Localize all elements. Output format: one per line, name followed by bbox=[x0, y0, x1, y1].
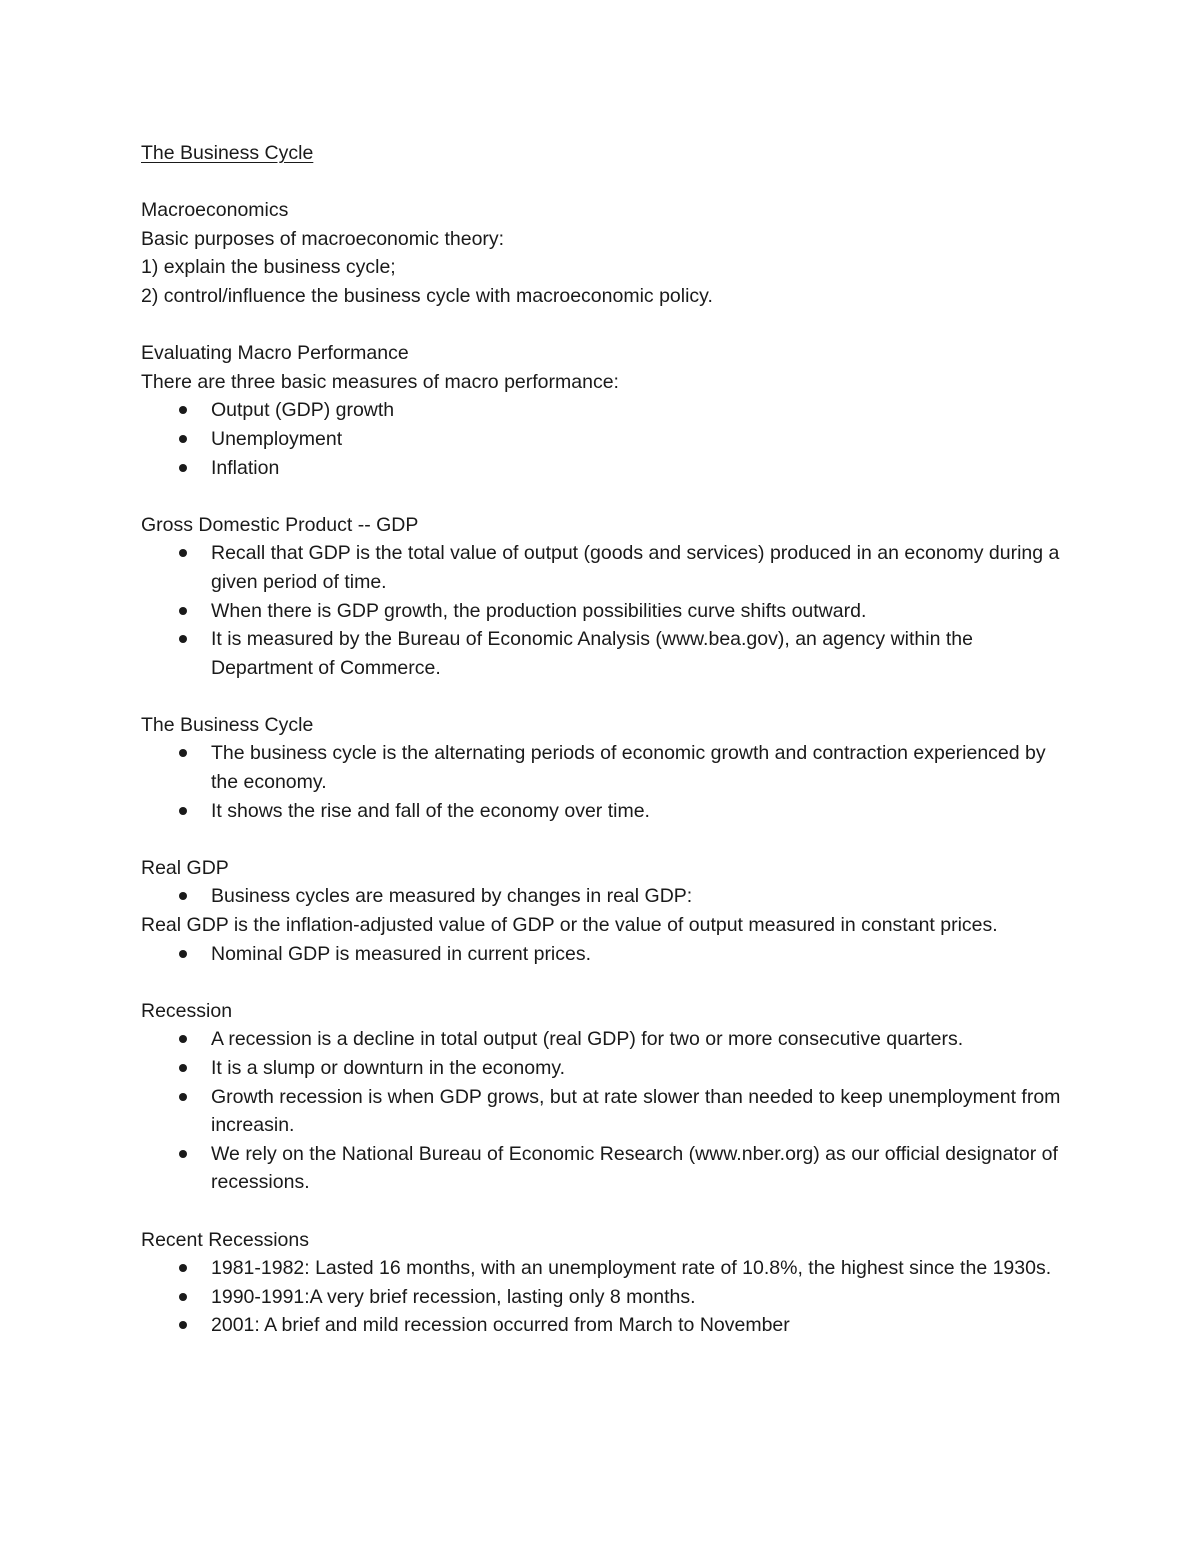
section-heading: Gross Domestic Product -- GDP bbox=[141, 513, 419, 536]
list-item: 1981-1982: Lasted 16 months, with an unemployment rate of 10.8%, the highest since the 1930s. bbox=[141, 1254, 1071, 1283]
spacer bbox=[141, 482, 1071, 511]
spacer bbox=[141, 168, 1071, 197]
list-item: We rely on the National Bureau of Economic Research (www.nber.org) as our official designator of recessions. bbox=[141, 1140, 1071, 1197]
list-item: It is a slump or downturn in the economy. bbox=[141, 1054, 1071, 1083]
spacer bbox=[141, 825, 1071, 854]
bullet-list bbox=[141, 1254, 1071, 1340]
section-heading: Recent Recessions bbox=[141, 1228, 309, 1251]
page-title: The Business Cycle bbox=[141, 142, 314, 164]
numbered-item: 1) explain the business cycle; bbox=[141, 256, 396, 279]
section-business-cycle bbox=[141, 711, 1071, 825]
section-heading: The Business Cycle bbox=[141, 713, 314, 736]
list-item: The business cycle is the alternating periods of economic growth and contraction experienced by the economy. bbox=[141, 739, 1071, 796]
section-macroeconomics bbox=[141, 196, 1071, 310]
list-item: Nominal GDP is measured in current prices. bbox=[141, 940, 1071, 969]
list-item: Business cycles are measured by changes in real GDP: bbox=[141, 882, 1071, 911]
section-heading: Real GDP bbox=[141, 856, 229, 879]
list-item: Growth recession is when GDP grows, but at rate slower than needed to keep unemployment from increasin. bbox=[141, 1083, 1071, 1140]
section-intro: There are three basic measures of macro performance: bbox=[141, 370, 619, 393]
bullet-list bbox=[141, 739, 1071, 825]
numbered-item: 2) control/influence the business cycle with macroeconomic policy. bbox=[141, 284, 713, 307]
list-item: 2001: A brief and mild recession occurred from March to November bbox=[141, 1311, 1071, 1340]
list-item: Unemployment bbox=[141, 425, 1071, 454]
list-item: When there is GDP growth, the production possibilities curve shifts outward. bbox=[141, 597, 1071, 626]
section-heading: Recession bbox=[141, 999, 233, 1022]
section-evaluating bbox=[141, 339, 1071, 482]
bullet-list bbox=[141, 1025, 1071, 1197]
spacer bbox=[141, 311, 1071, 340]
list-item: Recall that GDP is the total value of output (goods and services) produced in an economy during a given period of time. bbox=[141, 539, 1071, 596]
spacer bbox=[141, 1197, 1071, 1226]
list-item: Output (GDP) growth bbox=[141, 396, 1071, 425]
list-item: 1990-1991:A very brief recession, lasting only 8 months. bbox=[141, 1283, 1071, 1312]
spacer bbox=[141, 682, 1071, 711]
bullet-list bbox=[141, 539, 1071, 682]
bullet-list bbox=[141, 882, 1071, 911]
document-page bbox=[141, 139, 1071, 1340]
list-item: It is measured by the Bureau of Economic Analysis (www.bea.gov), an agency within the Department of Commerce. bbox=[141, 625, 1071, 682]
section-heading: Macroeconomics bbox=[141, 199, 289, 222]
section-intro: Basic purposes of macroeconomic theory: bbox=[141, 227, 505, 250]
bullet-list bbox=[141, 396, 1071, 482]
paragraph: Real GDP is the inflation-adjusted value of GDP or the value of output measured in constant prices. bbox=[141, 914, 998, 937]
list-item: A recession is a decline in total output (real GDP) for two or more consecutive quarters. bbox=[141, 1025, 1071, 1054]
section-recession bbox=[141, 997, 1071, 1197]
section-real-gdp bbox=[141, 854, 1071, 968]
section-heading: Evaluating Macro Performance bbox=[141, 342, 409, 365]
list-item: It shows the rise and fall of the economy over time. bbox=[141, 797, 1071, 826]
spacer bbox=[141, 968, 1071, 997]
section-recent-recessions bbox=[141, 1226, 1071, 1340]
bullet-list bbox=[141, 940, 1071, 969]
list-item: Inflation bbox=[141, 454, 1071, 483]
section-gdp bbox=[141, 511, 1071, 683]
